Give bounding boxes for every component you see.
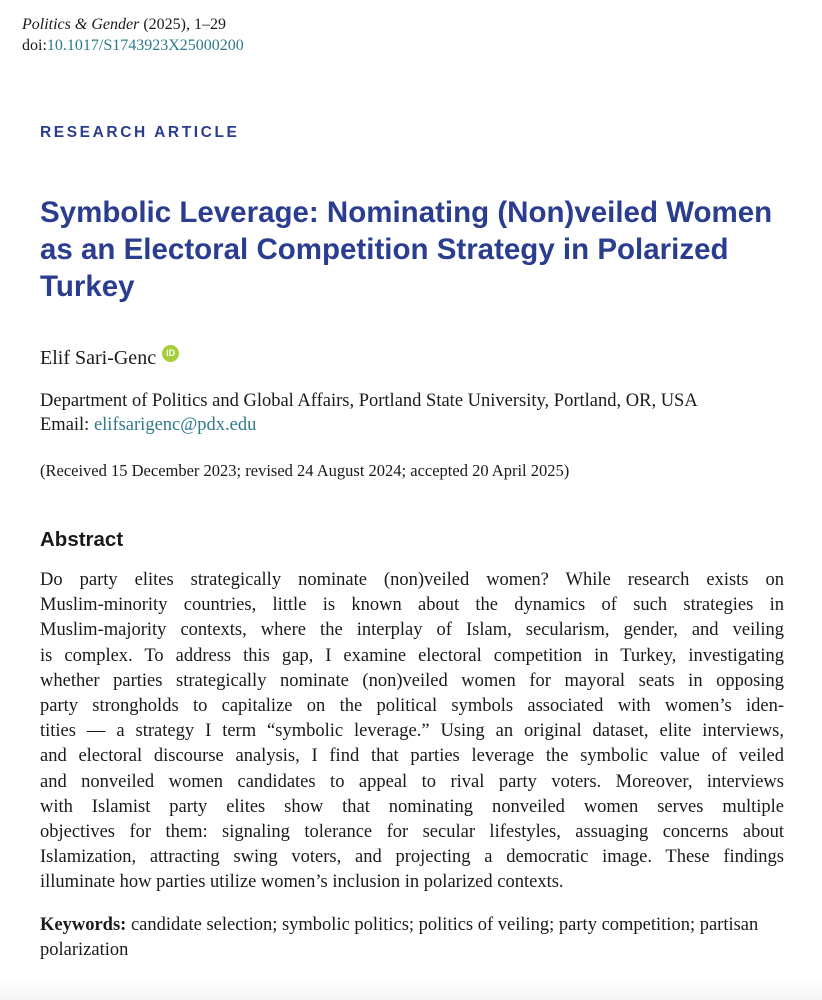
page-bottom-edge xyxy=(0,980,822,1000)
journal-name: Politics & Gender xyxy=(22,16,140,33)
abstract-line: and nonveiled women candidates to appeal to rival party voters. Moreover, interviews xyxy=(40,771,784,792)
email-label: Email: xyxy=(40,415,94,435)
abstract-line: Muslim-majority contexts, where the interplay of Islam, secularism, gender, and veiling xyxy=(40,620,784,641)
doi-link[interactable]: 10.1017/S1743923X25000200 xyxy=(46,37,244,54)
abstract-line: illuminate how parties utilize women’s inclusion in polarized contexts. xyxy=(40,872,564,893)
abstract-line: party strongholds to capitalize on the political symbols associated with women’s iden- xyxy=(40,696,784,717)
email-link[interactable]: elifsarigenc@pdx.edu xyxy=(93,415,257,435)
doi-prefix: doi: xyxy=(22,37,47,54)
abstract-line: with Islamist party elites show that nominating nonveiled women serves multiple xyxy=(40,796,784,817)
keywords-section xyxy=(40,913,784,962)
abstract-line: and electoral discourse analysis, I find that parties leverage the symbolic value of veiled xyxy=(40,746,784,767)
abstract-body xyxy=(40,568,784,896)
article-title: Symbolic Leverage: Nominating (Non)veiled Women as an Electoral Competition Strategy in Polarized Turkey xyxy=(40,196,773,303)
received-dates: (Received 15 December 2023; revised 24 August 2024; accepted 20 April 2025) xyxy=(40,461,570,480)
citation-header xyxy=(22,14,244,56)
abstract-line: objectives for them: signaling tolerance for secular lifestyles, assuaging concerns about xyxy=(40,822,784,843)
doi-line xyxy=(22,35,244,56)
journal-line xyxy=(22,14,244,35)
abstract-line: Do party elites strategically nominate (non)veiled women? While research exists on xyxy=(40,570,784,590)
article-type-label: RESEARCH ARTICLE xyxy=(40,124,240,141)
keywords-label: Keywords: xyxy=(40,915,127,935)
abstract-line: tities — a strategy I term “symbolic leverage.” Using an original dataset, elite interviews, xyxy=(40,721,784,742)
journal-year-pages: (2025), 1–29 xyxy=(139,16,226,33)
author-affiliation: Department of Politics and Global Affairs, Portland State University, Portland, OR, USA xyxy=(40,391,698,411)
author-name[interactable]: Elif Sari-Genc xyxy=(40,347,157,369)
abstract-line: whether parties strategically nominate (non)veiled women for mayoral seats in opposing xyxy=(40,670,784,691)
abstract-line: Muslim-minority countries, little is known about the dynamics of such strategies in xyxy=(40,595,784,616)
abstract-heading: Abstract xyxy=(40,528,124,551)
email-row xyxy=(40,413,256,437)
abstract-line: is complex. To address this gap, I examine electoral competition in Turkey, investigating xyxy=(40,645,784,666)
abstract-line: Islamization, attracting swing voters, and projecting a democratic image. These findings xyxy=(40,847,784,868)
orcid-icon[interactable]: iD xyxy=(162,345,179,362)
author-row xyxy=(40,345,179,371)
keywords-list: candidate selection; symbolic politics; politics of veiling; party competition; partisan polarization xyxy=(40,915,759,960)
